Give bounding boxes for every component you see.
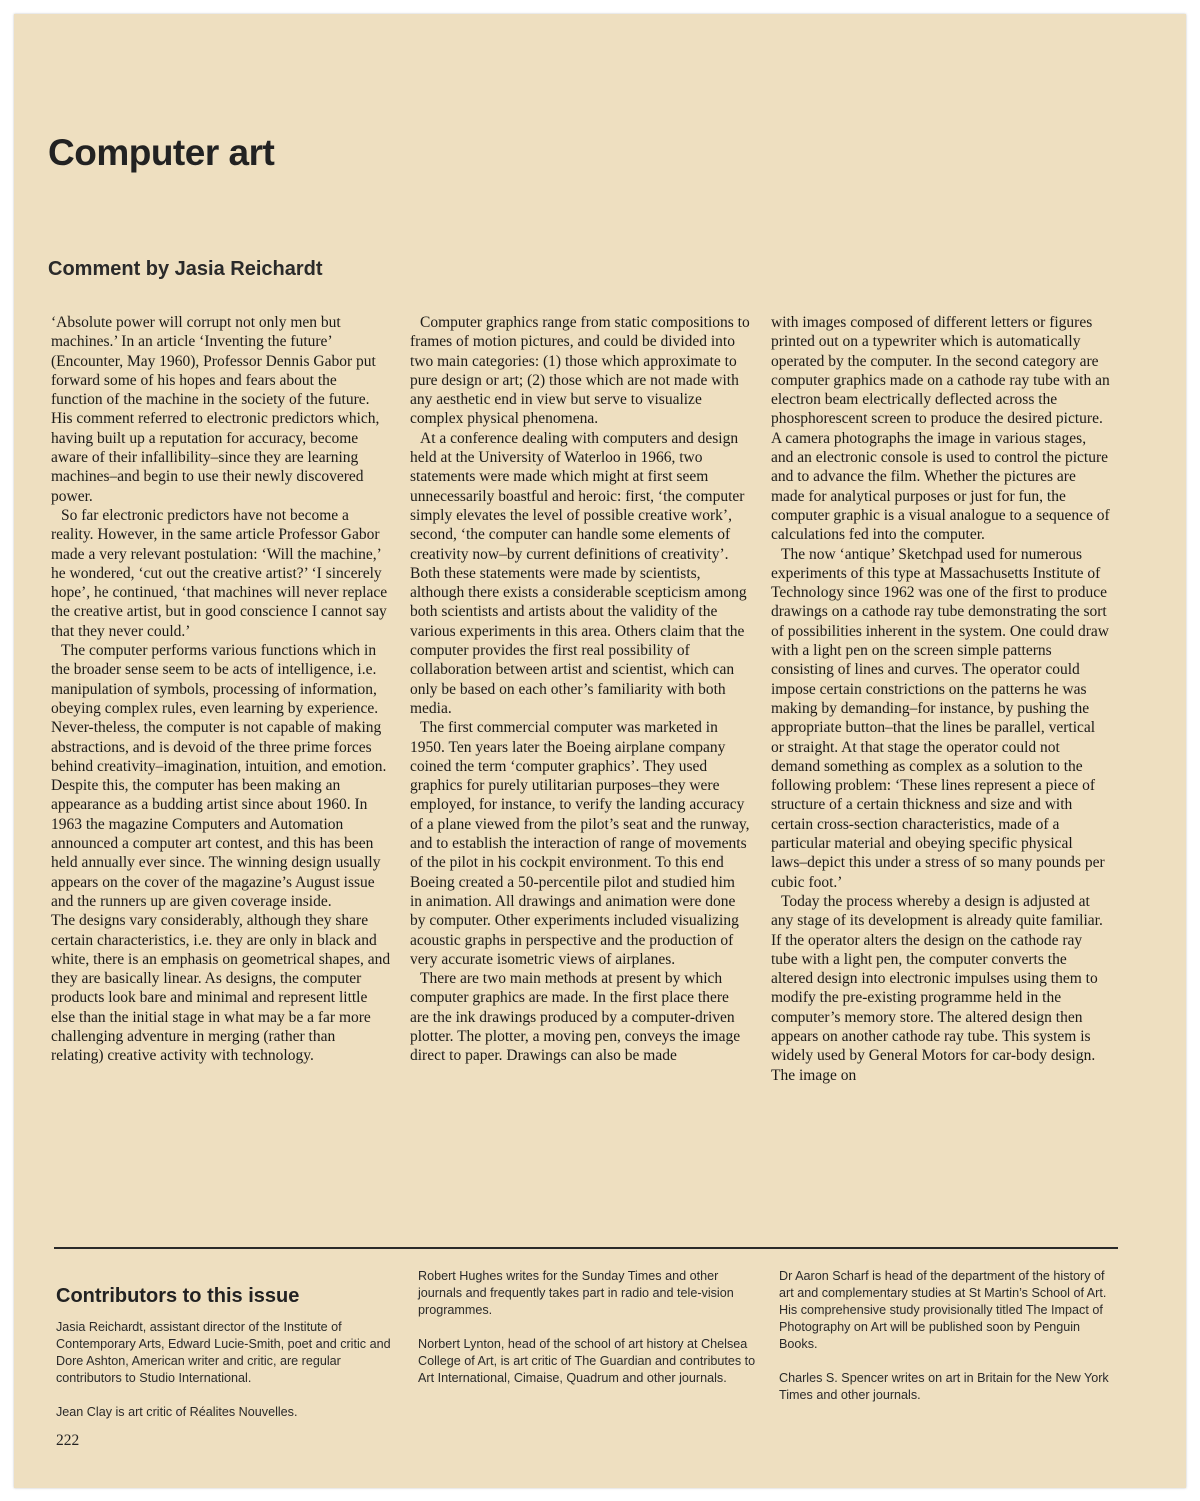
paragraph: ‘Absolute power will corrupt not only men but machines.’ In an article ‘Inventing the future’ (Encounter, May 1960), Professor Dennis Gabor put forward some of his hopes and fears about the function of the machine in the society of the future. His comment referred to electronic predictors which, having built up a reputation for accuracy, become aware of their infallibility–since they are learning machines–and begin to use their newly discovered power. xyxy=(51,314,380,505)
contributor-note: Robert Hughes writes for the Sunday Times and other journals and frequently takes part in radio and tele-vision programmes. xyxy=(418,1269,734,1317)
byline: Comment by Jasia Reichardt xyxy=(48,258,323,280)
contributor-note: Jean Clay is art critic of Réalites Nouvelles. xyxy=(56,1405,298,1419)
contributors-heading: Contributors to this issue xyxy=(56,1285,300,1307)
contributor-note: Dr Aaron Scharf is head of the department of the history of art and complementary studies at St Martin’s School of Art. His comprehensive study provisionally titled The Impact of Photography on Art will be published soon by Penguin Books. xyxy=(779,1269,1107,1351)
paragraph: The computer performs various functions which in the broader sense seem to be acts of intelligence, i.e. manipulation of symbols, processing of information, obeying complex rules, even learning by experience. Never-theless, the computer is not capable of making abstractions, and is devoid of the three prime forces behind creativity–imagination, intuition, and emotion. Despite this, the computer has been making an appearance as a budding artist since about 1960. In 1963 the magazine Computers and Automation announced a computer art contest, and this has been held annually ever since. The winning design usually appears on the cover of the magazine’s August issue and the runners up are given coverage inside. xyxy=(51,642,387,910)
contributors-column-3 xyxy=(779,1268,1119,1421)
paragraph: Today the process whereby a design is adjusted at any stage of its development is already quite familiar. If the operator alters the design on the cathode ray tube with a light pen, the computer converts the altered design into electronic impulses using them to modify the pre-existing programme held in the computer’s memory store. The altered design then appears on another cathode ray tube. This system is widely used by General Motors for car-body design. The image on xyxy=(771,892,1103,1084)
paragraph: with images composed of different letters or figures printed out on a typewriter which is automatically operated by the computer. In the second category are computer graphics made on a cathode ray tube with an electron beam electrically deflected across the phosphorescent screen to produce the desired picture. A camera photographs the image in various stages, and an electronic console is used to control the picture and to advance the film. Whether the pictures are made for analytical purposes or just for fun, the computer graphic is a visual analogue to a sequence of calculations fed into the computer. xyxy=(771,314,1110,544)
paragraph: There are two main methods at present by which computer graphics are made. In the first place there are the ink drawings produced by a computer-driven plotter. The plotter, a moving pen, conveys the image direct to paper. Drawings can also be made xyxy=(410,970,741,1065)
article-column-2 xyxy=(410,313,750,1066)
article-column-1 xyxy=(51,313,391,1066)
paragraph: At a conference dealing with computers and design held at the University of Waterloo in 1966, two statements were made which might at first seem unnecessarily boastful and heroic: first, ‘the computer simply elevates the level of possible creative work’, second, ‘the computer can handle some elements of creativity now–by current definitions of creativity’. Both these statements were made by scientists, although there exists a considerable scepticism among both scientists and artists about the validity of the various experiments in this area. Others claim that the computer provides the first real possibility of collaboration between artist and scientist, which can only be based on each other’s familiarity with both media. xyxy=(410,429,747,717)
contributor-note: Norbert Lynton, head of the school of art history at Chelsea College of Art, is art critic of The Guardian and contributes to Art International, Cimaise, Quadrum and other journals. xyxy=(418,1337,756,1385)
page-title: Computer art xyxy=(48,132,275,173)
paragraph: The now ‘antique’ Sketchpad used for numerous experiments of this type at Massachusetts Institute of Technology since 1962 was one of the first to produce drawings on a cathode ray tube demonstrating the sort of possibilities inherent in the system. One could draw with a light pen on the screen simple patterns consisting of lines and curves. The operator could impose certain constrictions on the patterns he was making by demanding–for instance, by pushing the appropriate button–that the lines be parallel, vertical or straight. At that stage the operator could not demand something as complex as a solution to the following problem: ‘These lines represent a piece of structure of a certain thickness and size and with certain cross-section characteristics, made of a particular material and obeying specific physical laws–depict this under a stress of so many pounds per cubic foot.’ xyxy=(771,545,1109,891)
paragraph: The first commercial computer was marketed in 1950. Ten years later the Boeing airplane company coined the term ‘computer graphics’. They used graphics for purely utilitarian purposes–they were employed, for instance, to verify the landing accuracy of a plane viewed from the pilot’s seat and the runway, and to establish the interaction of range of movements of the pilot in his cockpit environment. To this end Boeing created a 50-percentile pilot and studied him in animation. All drawings and animation were done by computer. Other experiments included visualizing acoustic graphs in perspective and the production of very accurate isometric views of airplanes. xyxy=(410,719,750,968)
article-column-3 xyxy=(771,313,1111,1085)
contributors-column-2 xyxy=(418,1268,758,1404)
page-number: 222 xyxy=(56,1432,80,1449)
contributor-note: Jasia Reichardt, assistant director of the Institute of Contemporary Arts, Edward Lucie-Smith, poet and critic and Dore Ashton, American writer and critic, are regular contributors to Studio International. xyxy=(56,1320,391,1385)
section-divider xyxy=(54,1247,1118,1249)
paragraph: Computer graphics range from static compositions to frames of motion pictures, and could be divided into two main categories: (1) those which approximate to pure design or art; (2) those which are not made with any aesthetic end in view but serve to visualize complex physical phenomena. xyxy=(410,314,750,428)
contributor-note: Charles S. Spencer writes on art in Britain for the New York Times and other journals. xyxy=(779,1371,1109,1402)
paragraph: So far electronic predictors have not become a reality. However, in the same article Professor Gabor made a very relevant postulation: ‘Will the machine,’ he wondered, ‘cut out the creative artist?’ ‘I sincerely hope’, he continued, ‘that machines will never replace the creative artist, but in good conscience I cannot say that they never could.’ xyxy=(51,506,388,640)
magazine-page xyxy=(14,14,1186,1488)
contributors-column-1 xyxy=(56,1268,396,1438)
paragraph: The designs vary considerably, although they share certain characteristics, i.e. they are only in black and white, there is an emphasis on geometrical shapes, and they are basically linear. As designs, the computer products look bare and minimal and represent little else than the initial stage in what may be a far more challenging adventure in merging (rather than relating) creative activity with technology. xyxy=(51,912,391,1065)
